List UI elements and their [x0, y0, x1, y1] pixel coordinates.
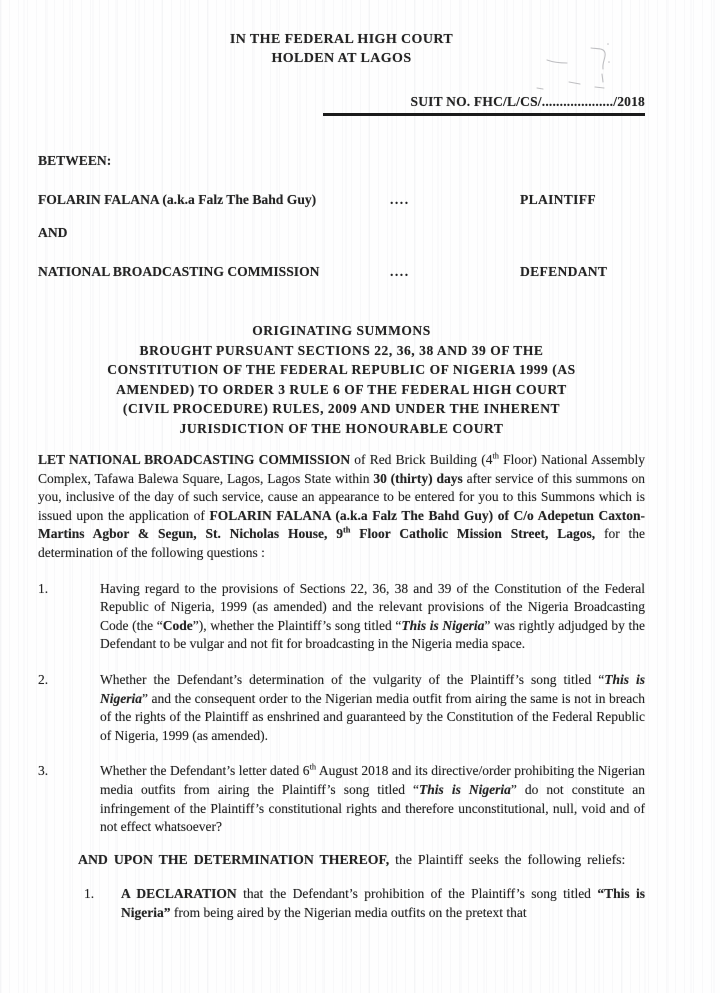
- intro-paragraph: LET NATIONAL BROADCASTING COMMISSION of Red Brick Building (4th Floor) National Assembly Complex, Tafawa Balewa Square, Lagos, Lagos State within 30 (thirty) days after service of this summons on you, inclusive of the day of such service, cause an appearance to be entered for you to this Summons which is issued upon the application of FOLARIN FALANA (a.k.a Falz The Bahd Guy) of C/o Adepetun Caxton-Martins Agbor & Segun, St. Nicholas House, 9th Floor Catholic Mission Street, Lagos, for the determination of the following questions :: [38, 451, 646, 560]
- defendant-role: DEFENDANT: [520, 264, 608, 279]
- title-line: JURISDICTION OF THE HONOURABLE COURT: [179, 420, 504, 436]
- suit-number: SUIT NO. FHC/L/CS/..................../2018: [323, 94, 645, 116]
- question-text: Whether the Defendant’s determination of the vulgarity of the Plaintiff’s song titled “This is Nigeria” and the consequent order to the Nigerian media outfit from airing the same is not in breach of the rights of the Plaintiff as enshrined and guaranteed by the Constitution of the Federal Republic of Nigeria, 1999 (as amended).: [100, 671, 646, 743]
- plaintiff-row: [38, 192, 645, 208]
- between-label: BETWEEN:: [38, 153, 112, 168]
- question-text: Having regard to the provisions of Sections 22, 36, 38 and 39 of the Constitution of the Federal Republic of Nigeria, 1999 (as amended) and the relevant provisions of the Nigeria Broadcasting Code (the “Code”), whether the Plaintiff’s song titled “This is Nigeria” was rightly adjudged by the Defendant to be vulgar and not fit for broadcasting in the Nigeria media space.: [100, 580, 646, 652]
- defendant-row: [38, 264, 645, 280]
- relief-text: A DECLARATION that the Defendant’s prohibition of the Plaintiff’s song titled “This is Nigeria” from being aired by the Nigerian media outfits on the pretext that: [121, 885, 645, 921]
- title-line: (CIVIL PROCEDURE) RULES, 2009 AND UNDER THE INHERENT: [122, 401, 561, 416]
- court-name: IN THE FEDERAL HIGH COURT: [229, 32, 454, 47]
- title-line: AMENDED) TO ORDER 3 RULE 6 OF THE FEDERAL HIGH COURT: [116, 381, 567, 397]
- separator-dots: ....: [390, 264, 410, 279]
- question-text: Whether the Defendant’s letter dated 6th August 2018 and its directive/order prohibiting the Nigerian media outfits from airing the Plaintiff’s song titled “This is Nigeria” do not constitute an infringement of the Plaintiff’s constitutional rights and therefore unconstitutional, null, void and of not effect whatsoever?: [100, 762, 645, 835]
- separator-dots: ....: [390, 192, 410, 207]
- question-number: 1.: [38, 580, 49, 596]
- question-number: 2.: [38, 671, 49, 687]
- relief-item-1: [84, 884, 645, 923]
- defendant-name: NATIONAL BROADCASTING COMMISSION: [38, 264, 320, 279]
- document-title: [38, 321, 645, 438]
- plaintiff-role: PLAINTIFF: [520, 192, 596, 207]
- court-location: HOLDEN AT LAGOS: [271, 51, 412, 66]
- question-number: 3.: [38, 763, 49, 779]
- title-line: CONSTITUTION OF THE FEDERAL REPUBLIC OF NIGERIA 1999 (AS: [107, 362, 576, 377]
- title-line: ORIGINATING SUMMONS: [252, 323, 431, 338]
- plaintiff-name: FOLARIN FALANA (a.k.a Falz The Bahd Guy): [38, 192, 317, 207]
- handwritten-annotation: [533, 38, 643, 100]
- relief-number: 1.: [84, 885, 95, 901]
- reliefs-intro: AND UPON THE DETERMINATION THEREOF, the Plaintiff seeks the following reliefs:: [78, 851, 626, 867]
- title-line: BROUGHT PURSUANT SECTIONS 22, 36, 38 AND 39 OF THE: [139, 342, 544, 358]
- question-item-1: [38, 580, 645, 654]
- and-label: AND: [38, 225, 68, 240]
- question-item-3: [38, 762, 645, 836]
- question-item-2: [38, 671, 645, 745]
